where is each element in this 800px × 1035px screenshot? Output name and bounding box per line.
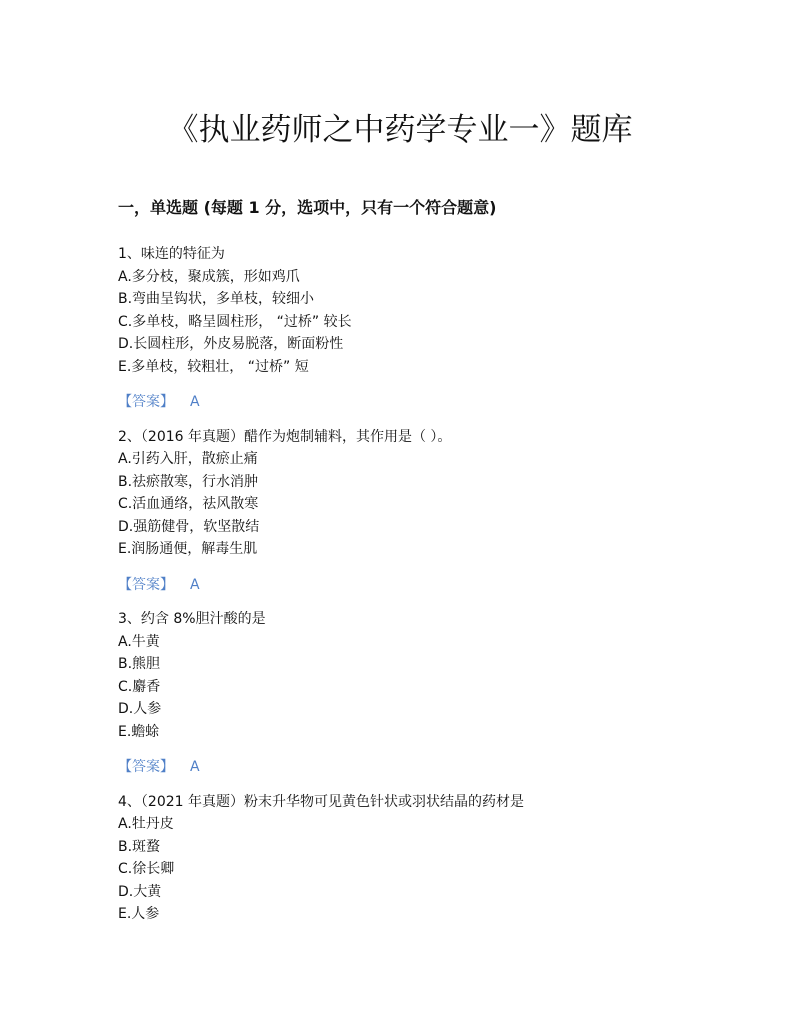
answer-line [118, 574, 718, 597]
option-c: C.麝香 [118, 678, 161, 695]
question-3 [118, 608, 718, 779]
question-stem: 1、味连的特征为 [118, 246, 225, 262]
answer-value: A [190, 759, 200, 775]
option-b: B.祛瘀散寒，行水消肿 [118, 473, 259, 490]
answer-value: A [190, 394, 200, 410]
option-b: B.弯曲呈钩状，多单枝，较细小 [118, 291, 315, 307]
option-e: E.蟾蜍 [118, 723, 160, 740]
option-b: B.斑蝥 [118, 838, 161, 855]
question-stem: 2、（2016 年真题）醋作为炮制辅料，其作用是（ ）。 [118, 428, 452, 445]
option-b: B.熊胆 [118, 656, 161, 672]
answer-label: 【答案】 [118, 394, 174, 410]
answer-line [118, 756, 718, 779]
option-c: C.徐长卿 [118, 861, 175, 877]
question-stem: 4、（2021 年真题）粉末升华物可见黄色针状或羽状结晶的药材是 [118, 793, 524, 810]
option-d: D.人参 [118, 701, 162, 717]
question-4 [118, 791, 718, 926]
option-e: E.润肠通便，解毒生肌 [118, 541, 258, 557]
option-d: D.长圆柱形，外皮易脱落，断面粉性 [118, 336, 344, 352]
question-stem: 3、约含 8%胆汁酸的是 [118, 611, 266, 627]
answer-label: 【答案】 [118, 576, 174, 593]
option-a: A.多分枝，聚成簇，形如鸡爪 [118, 268, 300, 285]
question-list [118, 243, 718, 926]
answer-label: 【答案】 [118, 759, 174, 775]
document-title: 《执业药师之中药学专业一》题库 [167, 112, 633, 148]
option-a: A.牡丹皮 [118, 816, 174, 832]
answer-value: A [190, 576, 200, 593]
option-d: D.大黄 [118, 883, 162, 900]
option-a: A.牛黄 [118, 633, 160, 650]
option-a: A.引药入肝，散瘀止痛 [118, 451, 258, 467]
option-e: E.多单枝，较粗壮， “过桥” 短 [118, 358, 309, 375]
option-d: D.强筋健骨，软坚散结 [118, 518, 260, 535]
section-heading: 一，单选题 (每题 1 分，选项中，只有一个符合题意) [118, 198, 497, 217]
option-e: E.人参 [118, 906, 160, 922]
question-1 [118, 243, 718, 414]
option-c: C.活血通络，祛风散寒 [118, 496, 259, 512]
question-2 [118, 426, 718, 597]
answer-line [118, 391, 718, 414]
option-c: C.多单枝，略呈圆柱形， “过桥” 较长 [118, 313, 352, 330]
